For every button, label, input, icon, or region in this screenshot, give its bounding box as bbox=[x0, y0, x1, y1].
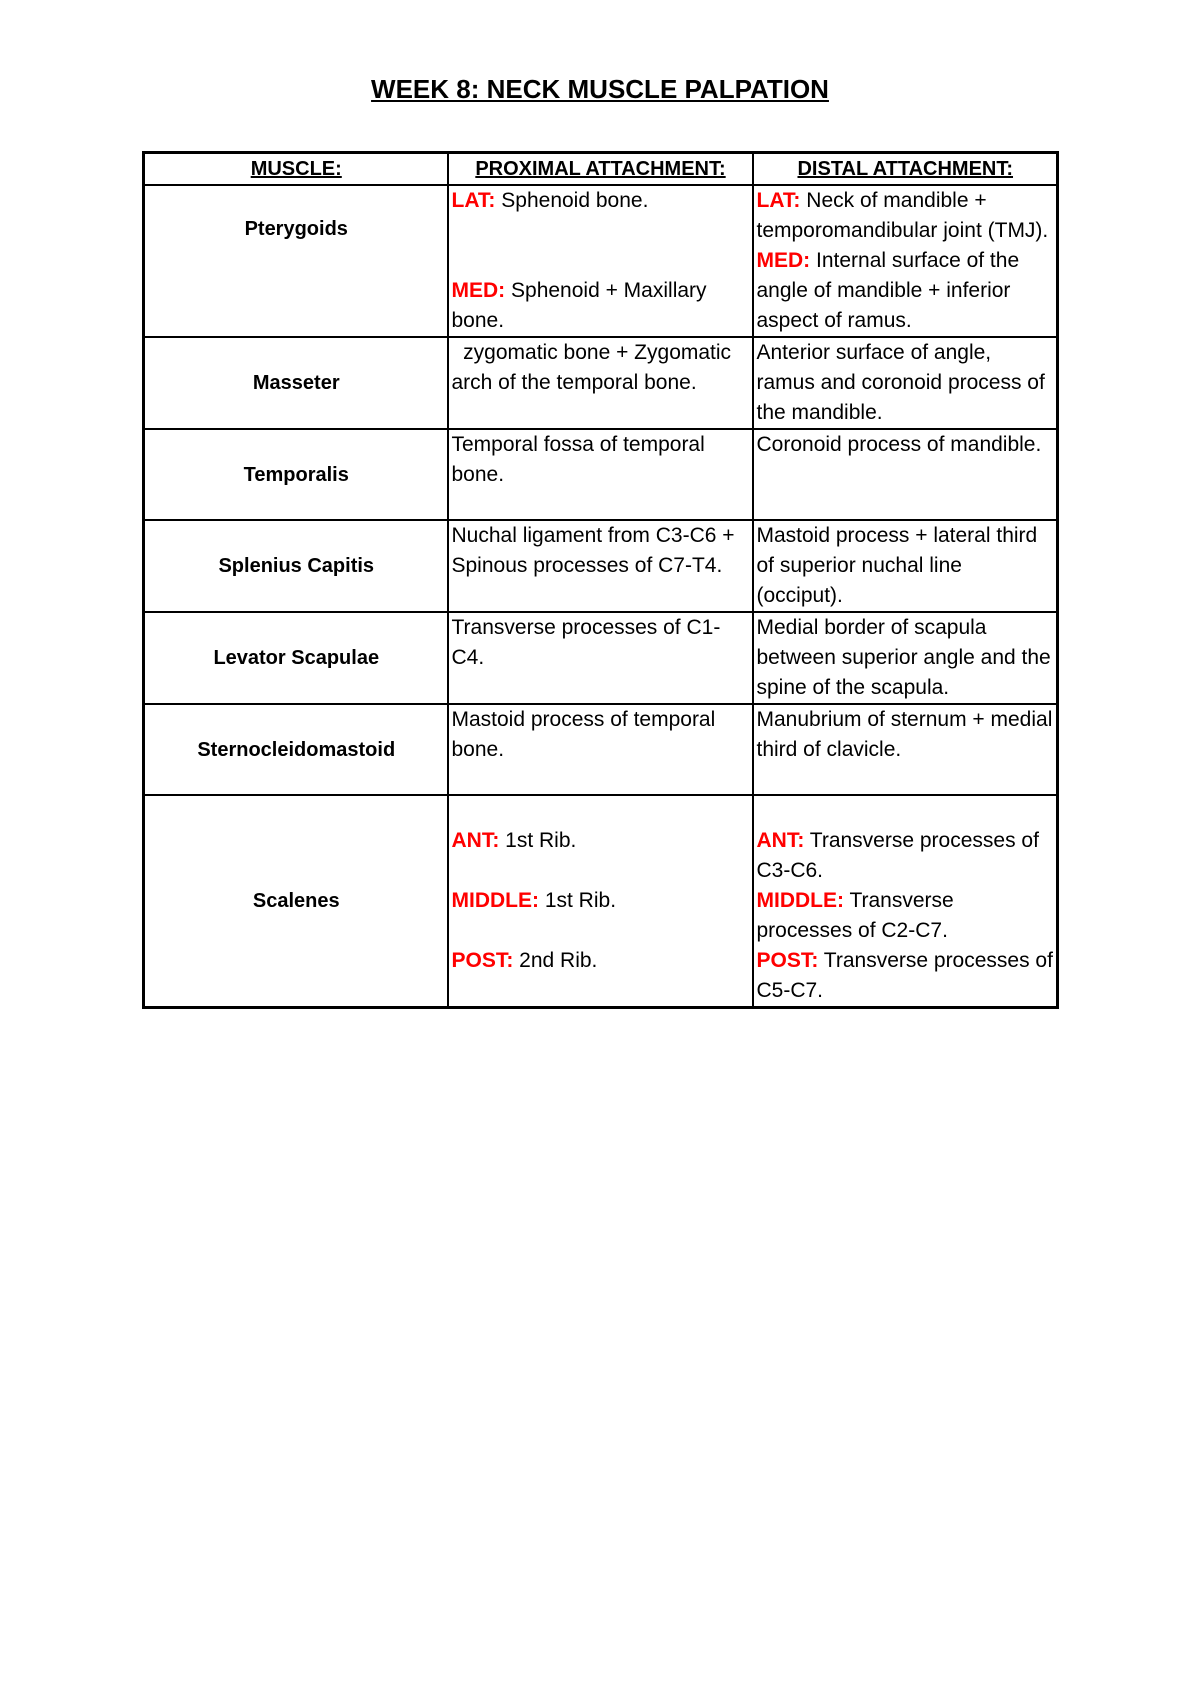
attachment-text: Sphenoid bone. bbox=[495, 189, 649, 212]
header-muscle: MUSCLE: bbox=[144, 153, 448, 186]
attachment-text: Transverse processes of C3-C6. bbox=[756, 829, 1039, 882]
attachment-label: MIDDLE: bbox=[756, 889, 844, 912]
cell-line bbox=[757, 186, 1055, 246]
attachment-label: POST: bbox=[756, 949, 819, 972]
attachment-text: Internal surface of the angle of mandible + inferior aspect of ramus. bbox=[756, 249, 1020, 332]
table-row bbox=[144, 429, 1058, 520]
table-row bbox=[144, 337, 1058, 429]
distal-cell: Manubrium of sternum + medial third of clavicle. bbox=[753, 704, 1058, 795]
proximal-cell: Temporal fossa of temporal bone. bbox=[448, 429, 753, 520]
page-title: WEEK 8: NECK MUSCLE PALPATION bbox=[371, 74, 829, 104]
cell-line bbox=[452, 946, 750, 976]
proximal-cell bbox=[448, 185, 753, 337]
attachment-label: ANT: bbox=[756, 829, 805, 852]
cell-line bbox=[452, 186, 750, 216]
distal-cell bbox=[753, 795, 1058, 1008]
header-distal: DISTAL ATTACHMENT: bbox=[753, 153, 1058, 186]
muscle-name: Scalenes bbox=[144, 795, 448, 1008]
table-row bbox=[144, 704, 1058, 795]
attachment-label: MED: bbox=[451, 279, 506, 302]
cell-line bbox=[452, 826, 750, 856]
muscle-name: Sternocleidomastoid bbox=[144, 704, 448, 795]
table-row bbox=[144, 185, 1058, 337]
attachment-text: 1st Rib. bbox=[539, 889, 617, 912]
attachment-label: LAT: bbox=[451, 189, 496, 212]
cell-line bbox=[757, 246, 1055, 336]
proximal-cell: zygomatic bone + Zygomatic arch of the temporal bone. bbox=[448, 337, 753, 429]
distal-cell: Medial border of scapula between superior angle and the spine of the scapula. bbox=[753, 612, 1058, 704]
attachment-text: Transverse processes of C2-C7. bbox=[756, 889, 954, 942]
table-header-row bbox=[144, 153, 1058, 186]
attachment-text: Neck of mandible + temporomandibular joint (TMJ). bbox=[756, 189, 1049, 242]
cell-line bbox=[452, 886, 750, 916]
header-proximal: PROXIMAL ATTACHMENT: bbox=[448, 153, 753, 186]
muscle-name: Masseter bbox=[144, 337, 448, 429]
cell-line bbox=[757, 826, 1055, 886]
table-row bbox=[144, 520, 1058, 612]
muscle-table bbox=[142, 151, 1059, 1009]
proximal-cell bbox=[448, 795, 753, 1008]
muscle-name: Pterygoids bbox=[144, 185, 448, 337]
muscle-name: Levator Scapulae bbox=[144, 612, 448, 704]
attachment-label: ANT: bbox=[451, 829, 500, 852]
attachment-label: MED: bbox=[756, 249, 811, 272]
cell-line bbox=[452, 276, 750, 336]
distal-cell: Mastoid process + lateral third of superior nuchal line (occiput). bbox=[753, 520, 1058, 612]
distal-cell: Coronoid process of mandible. bbox=[753, 429, 1058, 520]
attachment-label: MIDDLE: bbox=[451, 889, 539, 912]
muscle-name: Splenius Capitis bbox=[144, 520, 448, 612]
attachment-label: POST: bbox=[451, 949, 514, 972]
attachment-text: 2nd Rib. bbox=[513, 949, 598, 972]
proximal-cell: Transverse processes of C1-C4. bbox=[448, 612, 753, 704]
distal-cell bbox=[753, 185, 1058, 337]
proximal-cell: Mastoid process of temporal bone. bbox=[448, 704, 753, 795]
proximal-cell: Nuchal ligament from C3-C6 + Spinous processes of C7-T4. bbox=[448, 520, 753, 612]
attachment-text: Sphenoid + Maxillary bone. bbox=[451, 279, 707, 332]
attachment-text: 1st Rib. bbox=[499, 829, 577, 852]
table-row bbox=[144, 612, 1058, 704]
cell-line bbox=[757, 946, 1055, 1006]
cell-line bbox=[757, 886, 1055, 946]
distal-cell: Anterior surface of angle, ramus and coronoid process of the mandible. bbox=[753, 337, 1058, 429]
table-row bbox=[144, 795, 1058, 1008]
muscle-name: Temporalis bbox=[144, 429, 448, 520]
attachment-label: LAT: bbox=[756, 189, 801, 212]
attachment-text: Transverse processes of C5-C7. bbox=[756, 949, 1053, 1002]
